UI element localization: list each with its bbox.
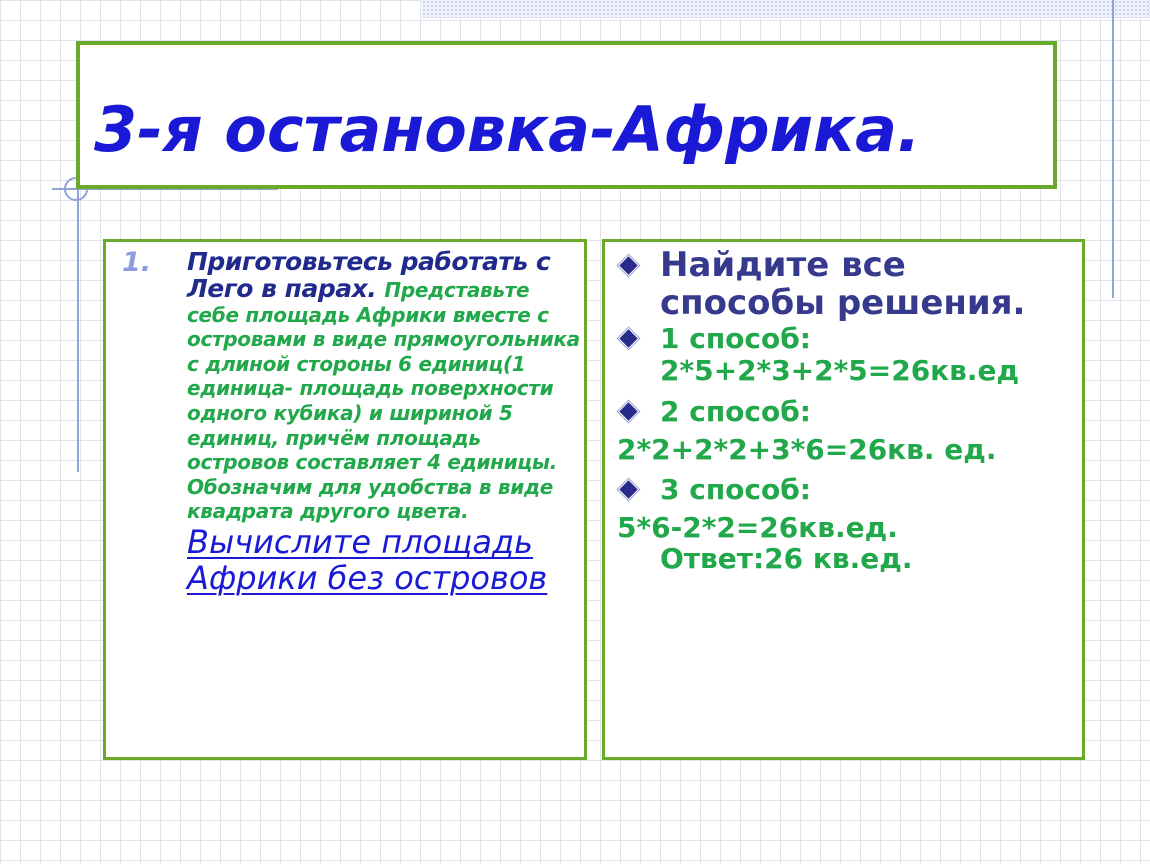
method3-solution: 5*6-2*2=26кв.ед. <box>617 511 898 544</box>
bullet-diamond-icon <box>619 402 637 420</box>
method2-solution: 2*2+2*2+3*6=26кв. ед. <box>617 433 997 466</box>
task-description: Представьте себе площадь Африки вместе с островами в виде прямоугольника с длиной стороны 6 единиц(1 единица- площадь поверхности одного кубика) и шириной 5 единиц, причём площадь островов составляет 4 единицы. Обозначим для удобства в виде квадрата другого цвета. <box>187 278 580 524</box>
list-number: 1. <box>122 247 152 278</box>
solutions-heading-line2: способы решения. <box>660 283 1026 323</box>
solutions-heading-line1: Найдите все <box>660 245 906 285</box>
bullet-diamond-icon <box>619 480 637 498</box>
method3-label: 3 способ: <box>660 473 811 506</box>
task-text <box>187 248 582 596</box>
title-frame <box>76 41 1057 189</box>
task-lead-text: Приготовьтесь работать с Лего в парах. <box>187 247 551 303</box>
method1-label: 1 способ: <box>660 322 811 355</box>
decorative-vertical-line-left <box>77 190 79 472</box>
method1-solution: 2*5+2*3+2*5=26кв.ед <box>660 354 1020 387</box>
task-link[interactable]: Вычислите площадь Африки без островов <box>187 522 548 597</box>
left-task-panel <box>103 239 587 760</box>
top-decorative-strip <box>422 0 1150 18</box>
answer-text: Ответ:26 кв.ед. <box>660 542 913 575</box>
bullet-diamond-icon <box>619 329 637 347</box>
bullet-diamond-icon <box>619 256 637 274</box>
slide-title: 3-я остановка-Африка. <box>94 93 921 166</box>
method2-label: 2 способ: <box>660 395 811 428</box>
right-solutions-panel <box>602 239 1085 760</box>
decorative-vertical-line-right <box>1112 0 1114 298</box>
